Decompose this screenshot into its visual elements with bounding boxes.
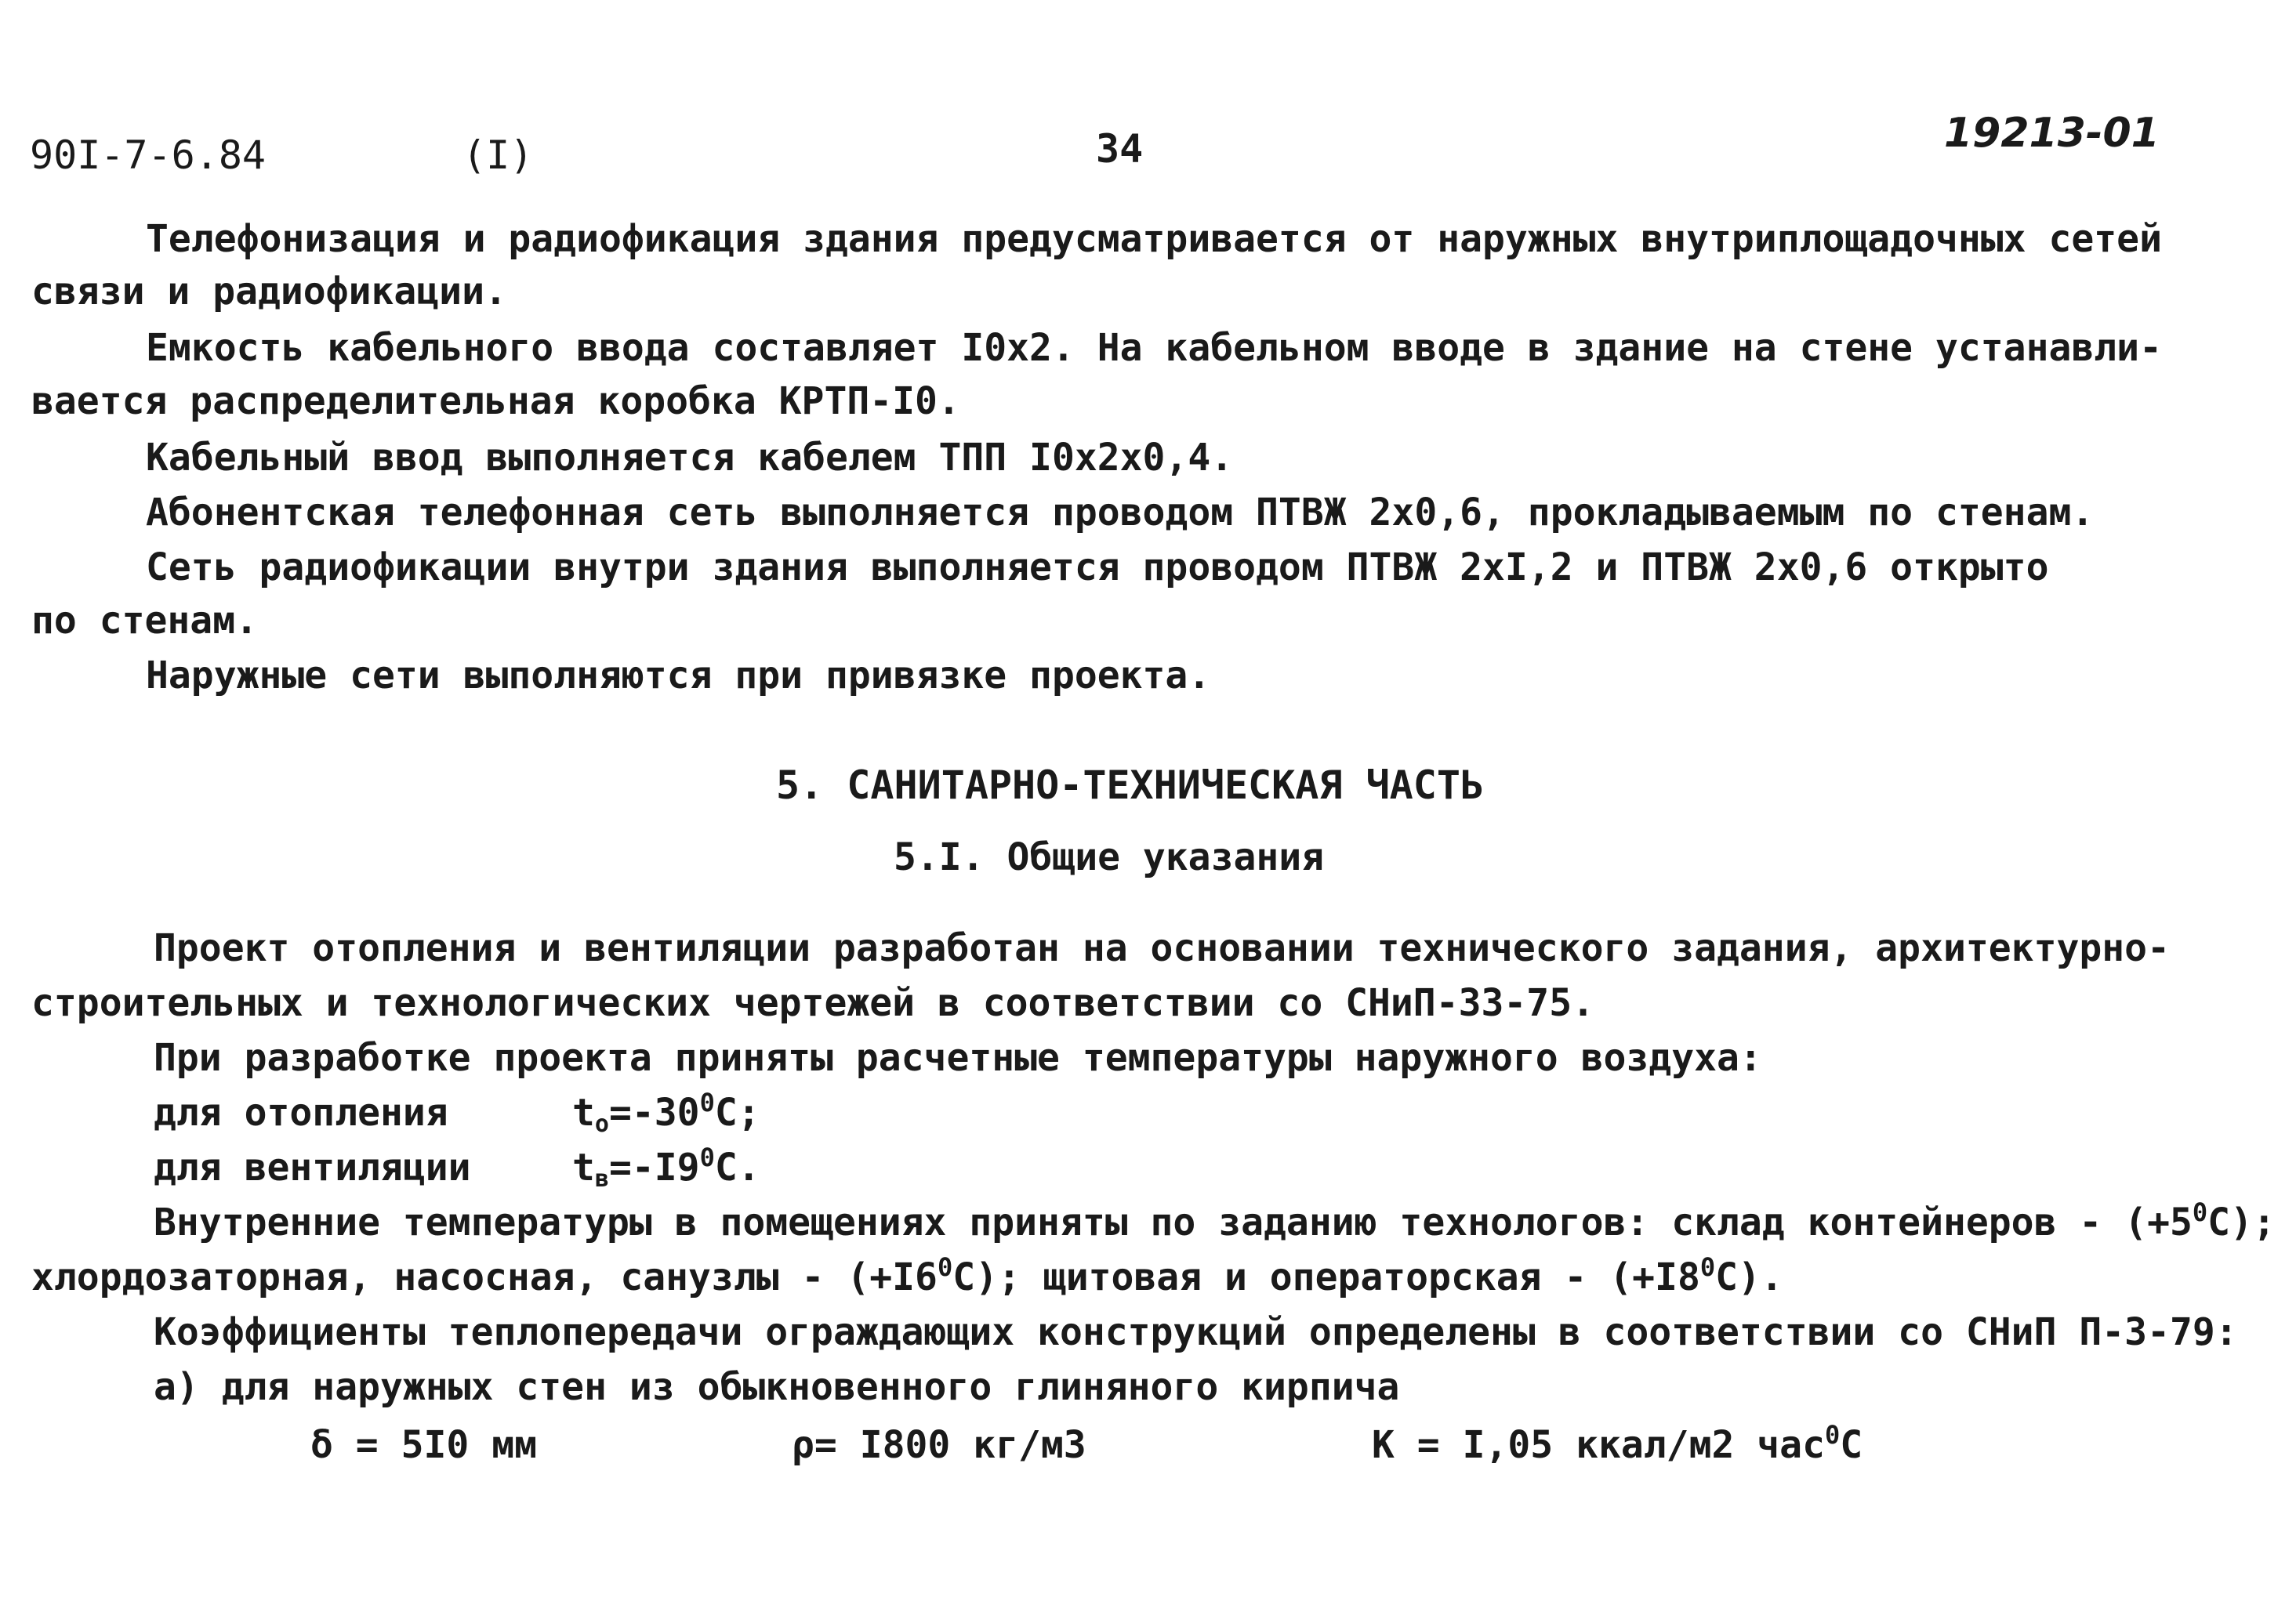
text-run: C); — [2207, 1201, 2276, 1244]
degree-mark: 0 — [937, 1252, 953, 1282]
ventilation-var: t — [572, 1146, 595, 1190]
degree-mark: 0 — [1699, 1252, 1716, 1282]
paragraph-line: Коэффициенты теплопередачи ограждающих конструкций определены в соответствии со СНиП П-3-79: — [154, 1310, 2238, 1354]
paragraph-line — [154, 1199, 2276, 1246]
paragraph-line — [31, 1254, 1783, 1301]
paragraph-line: Кабельный ввод выполняется кабелем ТПП I0x2x0,4. — [146, 436, 1234, 480]
degree-mark: 0 — [699, 1088, 715, 1117]
degree-mark: 0 — [699, 1143, 715, 1172]
paragraph-line: Емкость кабельного ввода составляет I0x2. На кабельном вводе в здание на стене устанавли- — [146, 326, 2162, 370]
heating-sub: o — [594, 1110, 609, 1138]
text-run: C — [1840, 1423, 1863, 1467]
degree-mark: 0 — [2192, 1197, 2208, 1227]
paragraph-line: Сеть радиофикации внутри здания выполняется проводом ПТВЖ 2xI,2 и ПТВЖ 2x0,6 открыто — [146, 545, 2049, 589]
text-run: хлордозаторная, насосная, санузлы - (+I6 — [31, 1255, 938, 1299]
paragraph-line: связи и радиофикации. — [31, 270, 507, 313]
heating-label: для отопления — [154, 1091, 448, 1135]
ventilation-unit: C. — [714, 1146, 760, 1190]
doc-part: (I) — [462, 132, 534, 178]
paragraph-line: по стенам. — [31, 599, 258, 643]
ventilation-sub: в — [594, 1165, 609, 1193]
heat-transfer-coefficient — [1372, 1422, 1863, 1469]
doc-code: 90I-7-6.84 — [30, 132, 267, 178]
wall-thickness: δ = 5I0 мм — [310, 1423, 537, 1467]
section-subtitle: 5.I. Общие указания — [894, 835, 1325, 879]
text-run: Внутренние температуры в помещениях приняты по заданию технологов: склад контейнеров - (+5 — [154, 1201, 2193, 1244]
paragraph-line: строительных и технологических чертежей в соответствии со СНиП-33-75. — [31, 981, 1594, 1025]
paragraph-line: Абонентская телефонная сеть выполняется проводом ПТВЖ 2x0,6, прокладываемым по стенам. — [146, 491, 2095, 534]
text-run: C). — [1715, 1255, 1783, 1299]
text-run: К = I,05 ккал/м2 час — [1372, 1423, 1825, 1467]
paragraph-line: а) для наружных стен из обыкновенного глиняного кирпича — [154, 1365, 1400, 1409]
heating-unit: C; — [714, 1091, 760, 1135]
paragraph-line: Телефонизация и радиофикация здания предусматривается от наружных внутриплощадочных сетей — [146, 217, 2162, 261]
degree-mark: 0 — [1824, 1420, 1841, 1450]
paragraph-line: вается распределительная коробка КРТП-I0. — [31, 379, 960, 423]
heating-value: =-30 — [608, 1091, 700, 1135]
section-title: 5. САНИТАРНО-ТЕХНИЧЕСКАЯ ЧАСТЬ — [776, 762, 1485, 808]
ventilation-temperature — [572, 1144, 760, 1191]
ventilation-label: для вентиляции — [154, 1146, 471, 1190]
wall-density: ρ= I800 кг/м3 — [792, 1423, 1086, 1467]
heating-temperature — [572, 1089, 760, 1136]
handwritten-number: 19213-01 — [1944, 110, 2160, 157]
ventilation-value: =-I9 — [608, 1146, 700, 1190]
paragraph-line: Наружные сети выполняются при привязке проекта. — [146, 654, 1211, 697]
paragraph-line: При разработке проекта приняты расчетные температуры наружного воздуха: — [154, 1036, 1762, 1080]
page-number: 34 — [1096, 126, 1144, 172]
heating-var: t — [572, 1091, 595, 1135]
text-run: C); щитовая и операторская - (+I8 — [952, 1255, 1700, 1299]
paragraph-line: Проект отопления и вентиляции разработан на основании технического задания, архитектурно- — [154, 926, 2170, 970]
